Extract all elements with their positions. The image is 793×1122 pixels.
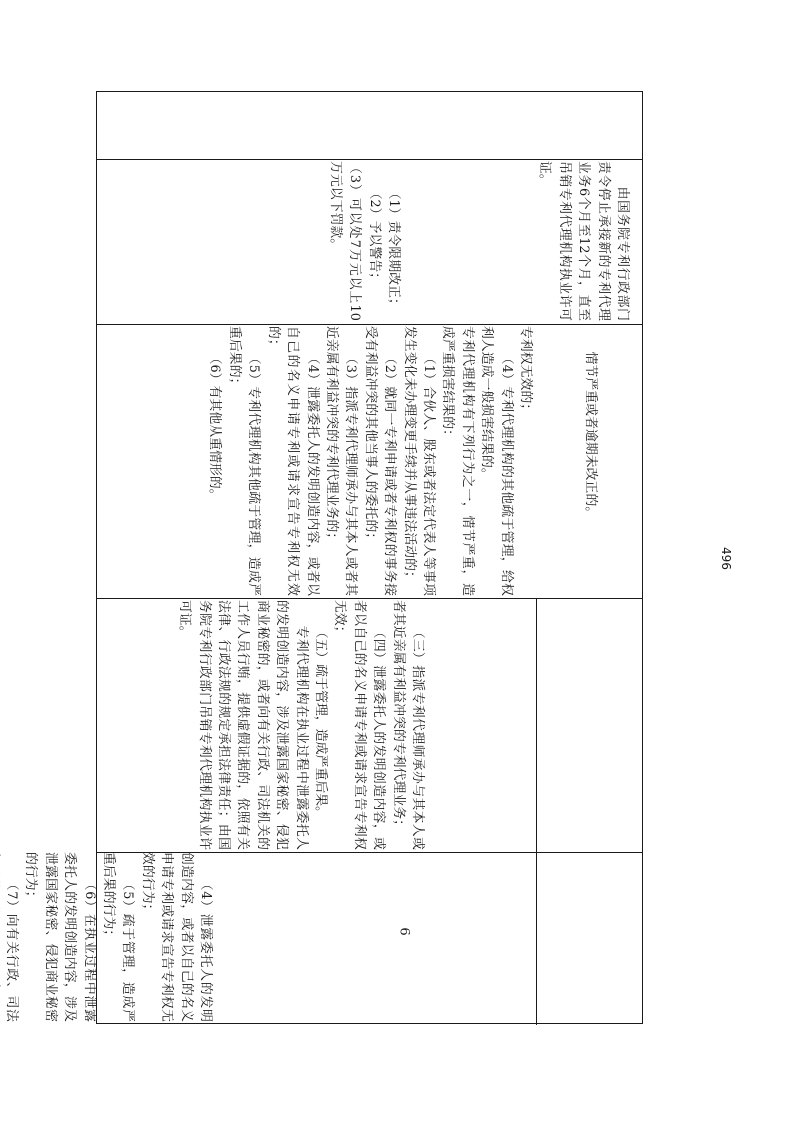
cell-basis — [97, 598, 644, 852]
circumstance-item: （4）泄露委托人的发明创造内容，或者以自己的名义申请专利或请求宣告专利权无效的； — [265, 326, 320, 596]
penalty-item: （3）可以处7万元以上10万元以下罚款。 — [327, 161, 363, 321]
basis-item: （四）泄露委托人的发明创造内容，或者以自己的名义申请专利或请求宣告专利权无效； — [332, 600, 387, 850]
regulation-table — [3, 91, 643, 1024]
circumstance-item: （3）指派专利代理师承办与其本人或者其近亲属有利益冲突的专利代理业务的； — [323, 326, 359, 596]
circumstance-item: 专利权无效的； — [518, 326, 533, 417]
page-number: 496 — [719, 547, 733, 570]
penalty-item: 由国务院专利行政部门责令停止承接新的专利代理业务6个月至12个月，直至吊销专利代理机构执业许可证。 — [537, 161, 630, 321]
basis-item: （三）指派专利代理师承办与其本人或者其近亲属有利益冲突的专利代理业务； — [390, 600, 425, 850]
circumstance-item: （5）专利代理机构其他疏于管理，造成严重后果的； — [226, 326, 262, 596]
penalty-item: （1）责令限期改正； — [386, 186, 401, 311]
violation-item: （6）在执业过程中泄露委托人的发明创造内容，涉及泄露国家秘密、侵犯商业秘密的行为； — [23, 852, 97, 1022]
cell-circumstance — [97, 324, 644, 598]
cell-violation — [3, 852, 644, 1025]
basis-item: 专利代理机构在执业过程中泄露委托人的发明创造内容，涉及泄露国家秘密、侵犯商业秘密的，或者向有关行政、司法机关的工作人员行贿，提供虚假证据的，依照有关法律、行政法规的规定承担法律责任；由国务院专利行政部门吊销专利代理机构执业许可证。 — [177, 600, 309, 850]
penalty-item: （2）予以警告； — [366, 186, 382, 286]
basis-item: （五）疏于管理，造成严重后果。 — [312, 625, 328, 820]
violation-item: （7）向有关行政、司法 — [3, 877, 19, 1022]
violation-item: （5）疏于管理，造成严重后果的行为； — [100, 852, 136, 1022]
circumstance-item: （4）专利代理机构的其他疏于管理，给权利人造成一般损害结果的。 — [479, 326, 514, 596]
circumstance-item: （6）有其他从重情形的。 — [207, 351, 223, 502]
violation-item: （4）泄露委托人的发明创造内容，或者以自己的名义申请专利或请求宣告专利权无效的行为； — [139, 852, 213, 1022]
circumstance-item: （1）合伙人、股东或者法定代表人等事项发生变化未办理变更手续并从事违法活动的； — [401, 326, 436, 596]
circumstance-item: 情节严重或者逾期未改正的。 — [583, 351, 598, 520]
circumstance-item: 专利代理机构有下列行为之一，情节严重，造成严重损害结果的： — [440, 326, 475, 596]
row-number: 6 — [396, 927, 412, 936]
circumstance-item: （2）就同一专利申请或者专利权的事务接受有利益冲突的其他当事人的委托的； — [362, 326, 398, 596]
cell-penalty — [97, 159, 644, 324]
